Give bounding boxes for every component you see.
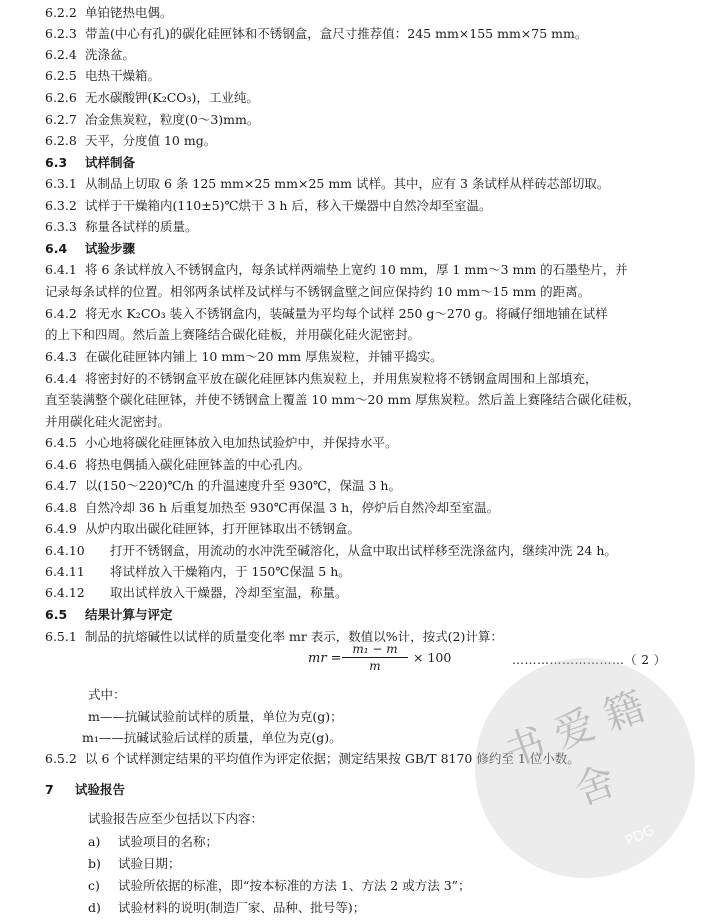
section-6-4-heading: 6.4 试验步骤 xyxy=(45,241,136,256)
clause-6-3-2: 6.3.2 试样于干燥箱内(110±5)℃烘干 3 h 后，移入干燥器中自然冷却至室温。 xyxy=(45,198,492,213)
clause-6-5-2: 6.5.2 以 6 个试样测定结果的平均值作为评定依据；测定结果按 GB/T 8170 修约至 1 位小数。 xyxy=(45,751,580,766)
clause-6-2-5: 6.2.5 电热干燥箱。 xyxy=(45,68,161,83)
clause-6-2-3: 6.2.3 带盖(中心有孔)的碳化硅匣钵和不锈钢盒，盒尺寸推荐值：245 mm×155 mm×75 mm。 xyxy=(45,26,588,41)
clause-6-4-9: 6.4.9 从炉内取出碳化硅匣钵，打开匣钵取出不锈钢盒。 xyxy=(45,521,361,536)
clause-6-4-12: 6.4.12 取出试样放入干燥器，冷却至室温，称量。 xyxy=(45,585,348,600)
formula-lhs: mr = xyxy=(308,651,342,666)
report-item-a: a) 试验项目的名称； xyxy=(88,834,219,849)
clause-6-2-4: 6.2.4 洗涤盆。 xyxy=(45,47,136,62)
clause-6-4-8: 6.4.8 自然冷却 36 h 后重复加热至 930℃再保温 3 h，停炉后自然冷却至室温。 xyxy=(45,500,500,515)
watermark-seal-text: 书 爱 籍 舍 xyxy=(498,683,651,815)
clause-6-4-2: 6.4.2 将无水 K₂CO₃ 装入不锈钢盒内，装碱量为平均每个试样 250 g～270 g。将碱仔细地铺在试样 xyxy=(45,306,608,321)
clause-6-4-1: 6.4.1 将 6 条试样放入不锈钢盒内，每条试样两端垫上宽约 10 mm，厚 1 mm～3 mm 的石墨垫片，并 xyxy=(45,262,628,277)
formula-fraction xyxy=(342,642,408,673)
where-label: 式中： xyxy=(88,687,126,702)
formula-numerator: m₁ − m xyxy=(342,642,408,658)
clause-6-2-8: 6.2.8 天平，分度值 10 mg。 xyxy=(45,133,217,148)
section-7-heading: 7 试验报告 xyxy=(45,782,126,797)
clause-6-4-3: 6.4.3 在碳化硅匣钵内铺上 10 mm～20 mm 厚焦炭粒，并铺平捣实。 xyxy=(45,349,443,364)
section-6-3-heading: 6.3 试样制备 xyxy=(45,155,136,170)
clause-6-2-7: 6.2.7 冶金焦炭粒，粒度(0～3)mm。 xyxy=(45,112,260,127)
formula-multiplier: × 100 xyxy=(413,650,452,665)
formula-number: ………………………（ 2 ） xyxy=(512,653,667,667)
clause-6-4-1-cont: 记录每条试样的位置。相邻两条试样及试样与不锈钢盒壁之间应保持约 10 mm～15 mm 的距离。 xyxy=(45,284,591,299)
clause-6-5-1: 6.5.1 制品的抗熔碱性以试样的质量变化率 mr 表示，数值以%计，按式(2)计算： xyxy=(45,629,503,644)
definition-m: m——抗碱试验前试样的质量，单位为克(g)； xyxy=(88,709,343,724)
clause-6-4-6: 6.4.6 将热电偶插入碳化硅匣钵盖的中心孔内。 xyxy=(45,457,311,472)
watermark-seal xyxy=(475,658,695,878)
definition-m1: m₁——抗碱试验后试样的质量，单位为克(g)。 xyxy=(82,730,342,745)
clause-6-4-10: 6.4.10 打开不锈钢盒，用流动的水冲洗至碱溶化，从盒中取出试样移至洗涤盆内，继续冲洗 24 h。 xyxy=(45,543,617,558)
clause-6-4-4-cont: 直至装满整个碳化硅匣钵，并使不锈钢盒上覆盖 10 mm～20 mm 厚焦炭粒。然后盖上赛隆结合碳化硅板， xyxy=(45,392,641,407)
clause-6-4-4-cont2: 并用碳化硅火泥密封。 xyxy=(45,414,171,429)
formula-denominator: m xyxy=(369,659,381,673)
clause-6-4-4: 6.4.4 将密封好的不锈钢盒平放在碳化硅匣钵内焦炭粒上，并用焦炭粒将不锈钢盒周围和上部填充， xyxy=(45,371,598,386)
report-intro: 试验报告应至少包括以下内容： xyxy=(88,811,264,826)
report-item-c: c) 试验所依据的标准，即“按本标准的方法 1、方法 2 或方法 3”； xyxy=(88,878,471,893)
clause-6-2-6: 6.2.6 无水碳酸钾(K₂CO₃)，工业纯。 xyxy=(45,90,259,105)
section-6-5-heading: 6.5 结果计算与评定 xyxy=(45,607,173,622)
clause-6-3-1: 6.3.1 从制品上切取 6 条 125 mm×25 mm×25 mm 试样。其中，应有 3 条试样从样砖芯部切取。 xyxy=(45,176,610,191)
clause-6-4-7: 6.4.7 以(150～220)℃/h 的升温速度升至 930℃，保温 3 h。 xyxy=(45,478,401,493)
formula-2 xyxy=(300,640,540,680)
report-item-d: d) 试验材料的说明(制造厂家、品种、批号等)； xyxy=(88,900,366,915)
clause-6-4-5: 6.4.5 小心地将碳化硅匣钵放入电加热试验炉中，并保持水平。 xyxy=(45,435,398,450)
clause-6-4-2-cont: 的上下和四周。然后盖上赛隆结合碳化硅板，并用碳化硅火泥密封。 xyxy=(45,327,421,342)
clause-6-2-2: 6.2.2 单铂铑热电偶。 xyxy=(45,5,173,20)
report-item-b: b) 试验日期； xyxy=(88,856,181,871)
clause-6-3-3: 6.3.3 称量各试样的质量。 xyxy=(45,219,198,234)
watermark-pdg-label: PDG xyxy=(623,822,658,850)
clause-6-4-11: 6.4.11 将试样放入干燥箱内，于 150℃保温 5 h。 xyxy=(45,564,351,579)
